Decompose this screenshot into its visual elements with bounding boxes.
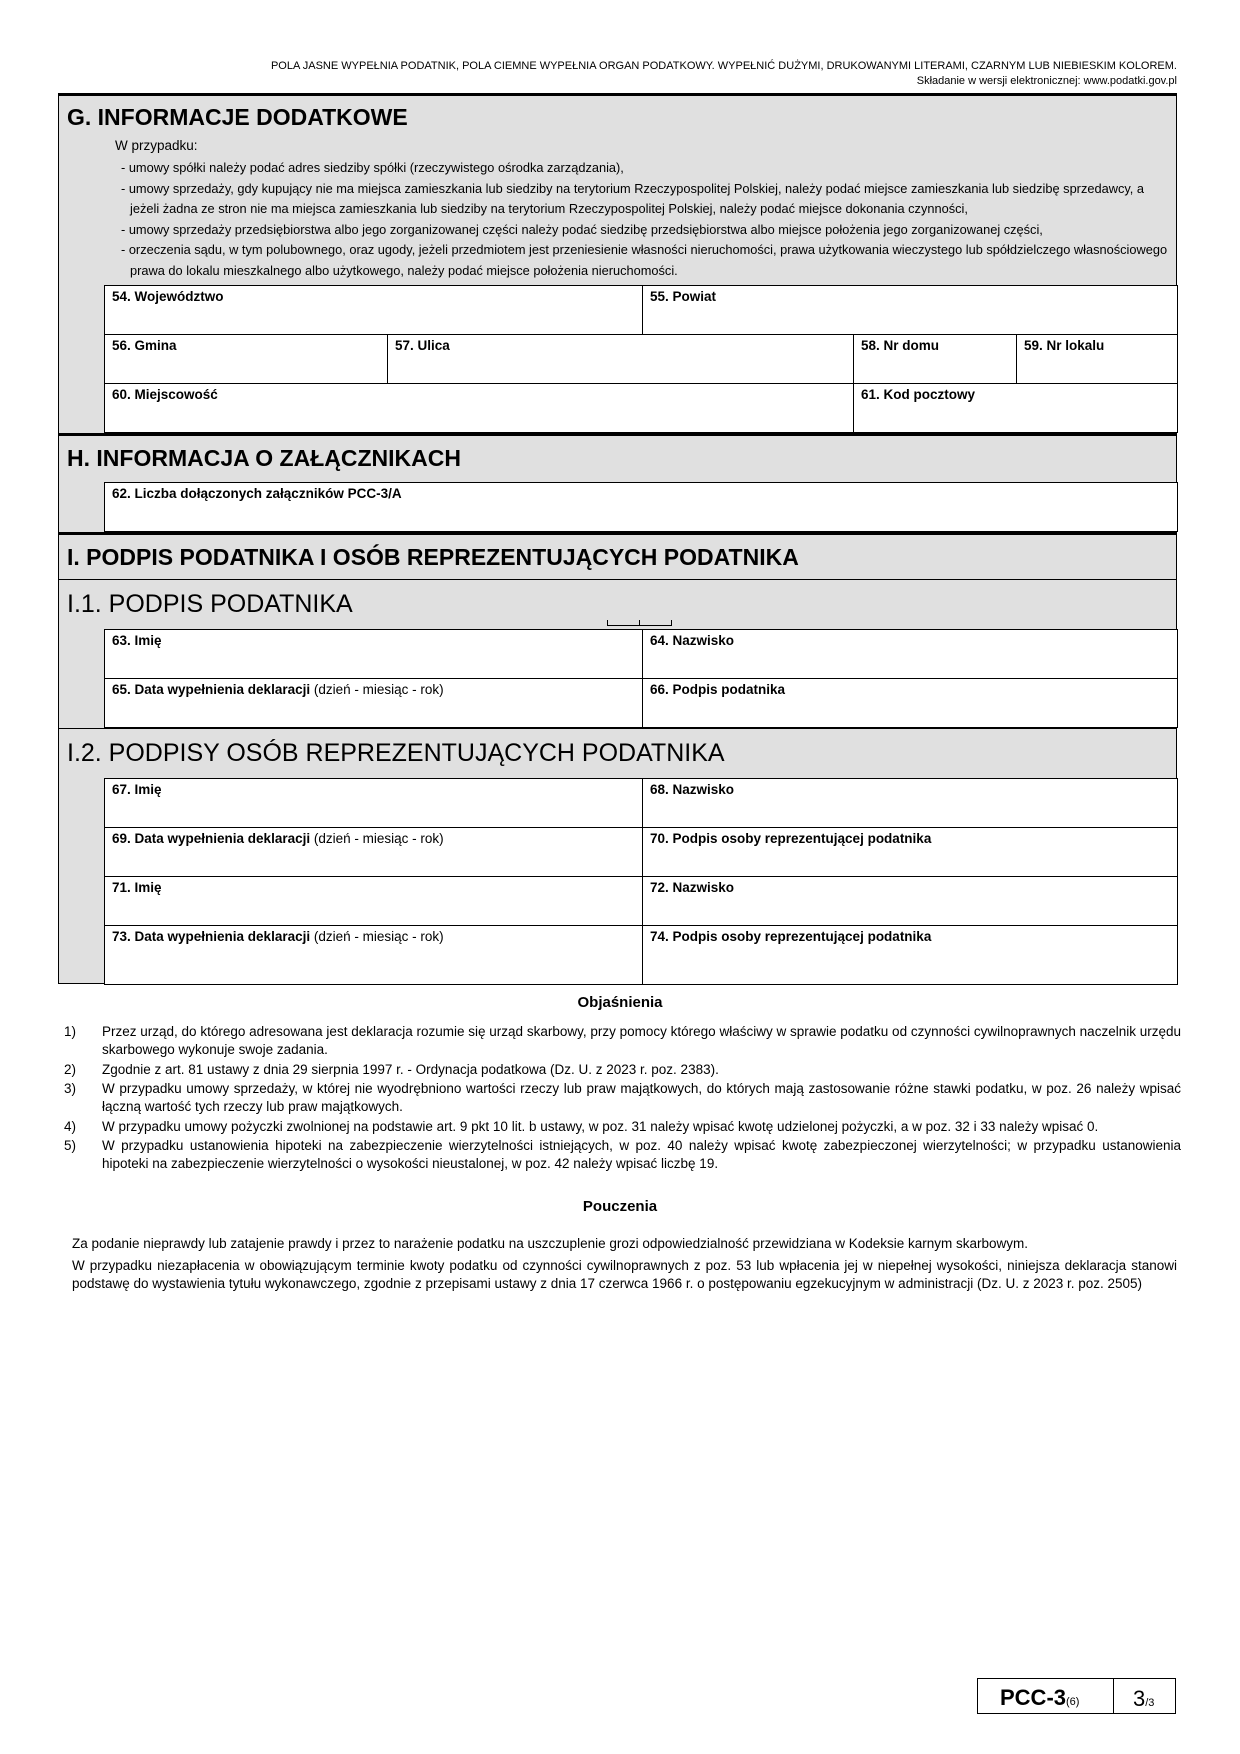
- field-74-podpis[interactable]: [642, 925, 1178, 985]
- field-62-attachments-count[interactable]: [104, 482, 1178, 532]
- field-label: 65. Data wypełnienia deklaracji: [112, 682, 311, 697]
- field-label: 58. Nr domu: [861, 338, 940, 353]
- field-label: 64. Nazwisko: [650, 633, 735, 648]
- field-60-miejscowosc[interactable]: [104, 383, 854, 433]
- explanation-note: [64, 1118, 1181, 1136]
- declaration-form: [58, 93, 1177, 984]
- field-label: 61. Kod pocztowy: [861, 387, 976, 402]
- field-67-imie[interactable]: [104, 778, 643, 828]
- form-version: (6): [1066, 1696, 1080, 1708]
- section-g-instructions: [121, 158, 1171, 282]
- explanation-note: [64, 1137, 1181, 1172]
- field-56-gmina[interactable]: [104, 334, 388, 384]
- note-text: Zgodnie z art. 81 ustawy z dnia 29 sierpnia 1997 r. - Ordynacja podatkowa (Dz. U. z 2023 r. poz. 2383).: [102, 1062, 719, 1077]
- explanation-note: [64, 1023, 1181, 1058]
- subsection-divider: [59, 579, 1176, 580]
- note-number: 1): [64, 1024, 77, 1039]
- note-number: 3): [64, 1081, 77, 1096]
- instruction-item: - orzeczenia sądu, w tym polubownego, oraz ugody, jeżeli przedmiotem jest przeniesienie własności nieruchomości, prawa użytkowania wieczystego lub spółdzielczego własnościowego prawa do lokalu mieszkalnego albo użytkowego, należy podać miejsce położenia nieruchomości.: [121, 242, 1168, 278]
- note-text: W przypadku umowy pożyczki zwolnionej na podstawie art. 9 pkt 10 lit. b ustawy, w poz. 31 należy wpisać kwotę udzielonej pożyczki, a w poz. 32 i 33 należy wpisać 0.: [102, 1119, 1099, 1134]
- field-label: 62. Liczba dołączonych załączników PCC-3/A: [112, 486, 402, 501]
- section-divider: [59, 532, 1176, 535]
- badge-divider: [1113, 1679, 1114, 1713]
- instruction-item: - umowy sprzedaży przedsiębiorstwa albo jego zorganizowanej części należy podać siedzibę przedsiębiorstwa albo miejsce położenia jego zorganizowanej części,: [121, 221, 1043, 237]
- field-61-kod-pocztowy[interactable]: [853, 383, 1178, 433]
- field-label: 57. Ulica: [395, 338, 450, 353]
- field-72-nazwisko[interactable]: [642, 876, 1178, 926]
- form-code-badge: [977, 1678, 1176, 1714]
- form-code: [1000, 1685, 1079, 1711]
- instruction-item: - umowy sprzedaży, gdy kupujący nie ma miejsca zamieszkania lub siedziby na terytorium Rzeczypospolitej Polskiej, należy podać miejsce zamieszkania lub siedzibę sprzedawcy, a jeżeli żadna ze stron nie ma miejsca zamieszkania lub siedziby na terytorium Rzeczypospolitej Polskiej, należy podać miejsce dokonania czynności,: [121, 180, 1145, 217]
- subsection-divider: [59, 728, 1176, 729]
- field-label: 72. Nazwisko: [650, 880, 735, 895]
- field-label: 74. Podpis osoby reprezentującej podatnika: [650, 929, 932, 944]
- field-label: 54. Województwo: [112, 289, 224, 304]
- section-divider: [59, 433, 1176, 436]
- subsection-i1-title: I.1. PODPIS PODATNIKA: [67, 590, 353, 618]
- field-label: 68. Nazwisko: [650, 782, 735, 797]
- field-73-data[interactable]: [104, 925, 643, 985]
- instructions-title: Pouczenia: [582, 1198, 658, 1215]
- field-63-imie[interactable]: [104, 629, 643, 679]
- date-format-hint: (dzień - miesiąc - rok): [310, 831, 444, 846]
- note-text: W przypadku umowy sprzedaży, w której nie wyodrębniono wartości rzeczy lub praw majątkowych, do których mają zastosowanie różne stawki podatku, w poz. 26 należy wpisać łączną wartość tych rzeczy lub praw majątkowych.: [102, 1081, 1181, 1114]
- explanation-note: [64, 1061, 1181, 1079]
- field-label: 66. Podpis podatnika: [650, 682, 786, 697]
- field-55-powiat[interactable]: [642, 285, 1178, 335]
- field-label: 56. Gmina: [112, 338, 177, 353]
- field-label: 55. Powiat: [650, 289, 717, 304]
- field-label: 59. Nr lokalu: [1024, 338, 1105, 353]
- date-format-hint: (dzień - miesiąc - rok): [310, 929, 444, 944]
- header-instruction: POLA JASNE WYPEŁNIA PODATNIK, POLA CIEMNE WYPEŁNIA ORGAN PODATKOWY. WYPEŁNIĆ DUŻYMI, DRUKOWANYMI LITERAMI, CZARNYM LUB NIEBIESKIM KOLOREM.: [270, 60, 1177, 72]
- instruction-paragraph: W przypadku niezapłacenia w obowiązującym terminie kwoty podatku od czynności cywilnoprawnych z poz. 53 lub wpłacenia jej w niepełnej wysokości, niniejsza deklaracja stanowi podstawę do wystawienia tytułu wykonawczego, zgodnie z przepisami ustawy z dnia 17 czerwca 1966 r. o postępowaniu egzekucyjnym w administracji (Dz. U. z 2023 r. poz. 2505): [72, 1258, 1177, 1291]
- field-69-data[interactable]: [104, 827, 643, 877]
- field-65-data[interactable]: [104, 678, 643, 728]
- section-g-title: G. INFORMACJE DODATKOWE: [67, 104, 408, 130]
- subsection-i2-title: I.2. PODPISY OSÓB REPREZENTUJĄCYCH PODATNIKA: [67, 739, 725, 767]
- field-label: 70. Podpis osoby reprezentującej podatnika: [650, 831, 932, 846]
- field-66-podpis[interactable]: [642, 678, 1178, 728]
- section-i-title: I. PODPIS PODATNIKA I OSÓB REPREZENTUJĄCYCH PODATNIKA: [67, 544, 799, 570]
- field-54-wojewodztwo[interactable]: [104, 285, 643, 335]
- field-59-nr-lokalu[interactable]: [1016, 334, 1178, 384]
- page-current: 3: [1133, 1686, 1146, 1711]
- explanation-note: [64, 1080, 1181, 1115]
- field-label: 71. Imię: [112, 880, 162, 895]
- field-label: 67. Imię: [112, 782, 162, 797]
- digit-boxes: [607, 620, 672, 626]
- section-g-intro: W przypadku:: [115, 138, 198, 153]
- field-label: 73. Data wypełnienia deklaracji: [112, 929, 311, 944]
- note-text: W przypadku ustanowienia hipoteki na zabezpieczenie wierzytelności istniejących, w poz. 40 należy wpisać kwotę zabezpieczonej wierzytelności; w przypadku ustanowienia hipoteki na zabezpieczenie wierzytelności o wysokości nieustalonej, w poz. 42 należy wpisać liczbę 19.: [102, 1138, 1181, 1171]
- field-label: 69. Data wypełnienia deklaracji: [112, 831, 311, 846]
- field-70-podpis[interactable]: [642, 827, 1178, 877]
- note-number: 5): [64, 1138, 77, 1153]
- field-label: 60. Miejscowość: [112, 387, 218, 402]
- field-68-nazwisko[interactable]: [642, 778, 1178, 828]
- field-label: 63. Imię: [112, 633, 162, 648]
- form-header: [271, 59, 1177, 89]
- note-text: Przez urząd, do którego adresowana jest deklaracja rozumie się urząd skarbowy, przy pomocy którego właściwy w sprawie podatku od czynności cywilnoprawnych naczelnik urzędu skarbowego wykonuje swoje zadania.: [102, 1024, 1181, 1057]
- explanations-title: Objaśnienia: [577, 994, 663, 1011]
- page-number: [1133, 1686, 1154, 1712]
- note-number: 4): [64, 1119, 77, 1134]
- page-total: /3: [1145, 1697, 1155, 1709]
- field-58-nr-domu[interactable]: [853, 334, 1017, 384]
- date-format-hint: (dzień - miesiąc - rok): [310, 682, 444, 697]
- field-71-imie[interactable]: [104, 876, 643, 926]
- note-number: 2): [64, 1062, 77, 1077]
- header-electronic-filing: Składanie w wersji elektronicznej: www.podatki.gov.pl: [916, 75, 1177, 87]
- form-code-text: PCC-3: [1000, 1685, 1067, 1710]
- field-57-ulica[interactable]: [387, 334, 854, 384]
- instruction-paragraph: Za podanie nieprawdy lub zatajenie prawdy i przez to narażenie podatku na uszczuplenie grozi odpowiedzialność przewidziana w Kodeksie karnym skarbowym.: [72, 1236, 1029, 1251]
- field-64-nazwisko[interactable]: [642, 629, 1178, 679]
- instruction-item: - umowy spółki należy podać adres siedziby spółki (rzeczywistego ośrodka zarządzania),: [121, 160, 624, 175]
- section-h-title: H. INFORMACJA O ZAŁĄCZNIKACH: [67, 445, 461, 471]
